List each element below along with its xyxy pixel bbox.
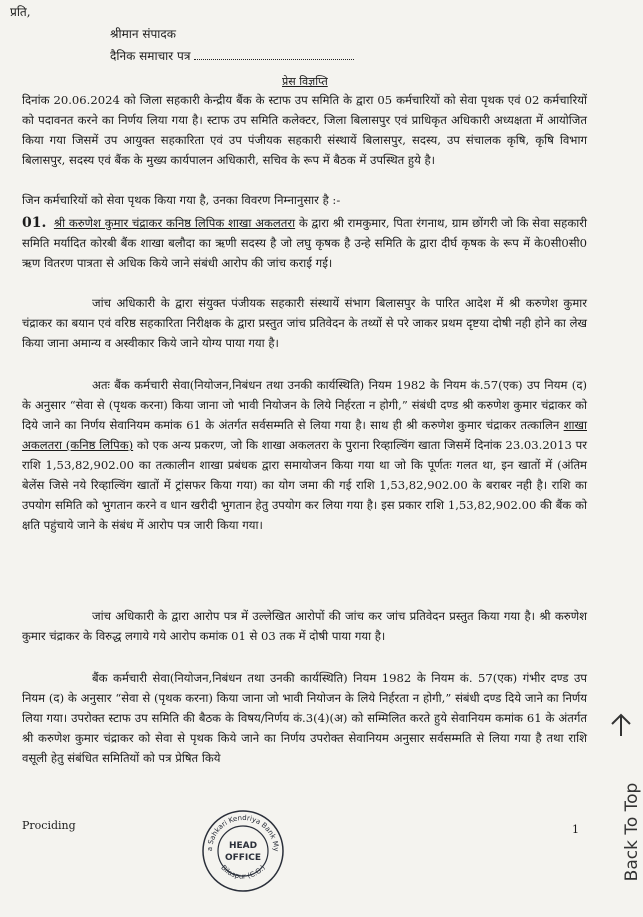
paragraph-inquiry: जांच अधिकारी के द्वारा संयुक्त पंजीयक सहकारी संस्थायें संभाग बिलासपुर के पारित आदेश में श्री करुणेश कुमार चंद्राकर का बयान एवं वरिष्ठ सहकारिता निरीक्षक के द्वारा प्रस्तुत जांच प्रतिवेदन के तथ्यों से परे जाकर प्रथम दृष्टया दोषी नही होने का लेख किया जाना अमान्य व अस्वीकार किये जाने योग्य पाया गया है। [22,296,587,350]
item-heading: श्री करुणेश कुमार चंद्राकर कनिष्ठ लिपिक शाखा अकलतरा [53,216,296,230]
newspaper-line [110,50,354,62]
page-number: 1 [572,823,579,836]
blank-dotted-line [194,51,354,60]
head-office-seal [200,808,286,894]
seal-bottom-text: Bilaspur (C.G.) [219,863,267,881]
item-01-paragraph [22,213,587,273]
newspaper-label: दैनिक समाचार पत्र [110,49,191,63]
paragraph-findings: जांच अधिकारी के द्वारा आरोप पत्र में उल्लेखित आरोपों की जांच कर जांच प्रतिवेदन प्रस्तुत किया गया है। श्री करुणेश कुमार चंद्राकर के विरुद्ध लगाये गये आरोप कमांक 01 से 03 तक में दोषी पाया गया है। [22,609,587,643]
seal-top-text: a Sahkari Kendriya Bank My [205,813,281,852]
back-to-top-button[interactable] [607,712,642,908]
svg-text:Bilaspur (C.G.) [219,864,267,881]
salutation-prati: प्रति, [10,5,31,19]
footer-label: Prociding [22,819,76,832]
intro-list-lead: जिन कर्मचारियों को सेवा पृथक किया गया है, उनका विवरण निम्नानुसार है :- [22,193,341,207]
seal-graphic [200,808,286,894]
seal-head-text: HEAD [228,841,258,851]
document-title: प्रेस विज्ञप्ति [282,75,328,88]
back-to-top-label: Back To Top [622,782,642,882]
decision-text-b: को एक अन्य प्रकरण, जो कि शाखा अकलतरा के पुराना रिव्हाल्विंग खाता जिसमें दिनांक 23.03.2013 पर राशि 1,53,82,902.00 का तत्कालीन शाखा प्रबंधक द्वारा समायोजन किया गया था जो कि पूर्णतः गलत था, इन खातों में (अंतिम बेलेंस जिसे नये रिव्हाल्विंग खातों में ट्रांसफर किया गया) का योग जमा की गई राशि 1,53,82,902.00 के बराबर नही है। राशि का उपयोग समिति को भुगतान करने व धान खरीदी भुगतान हेतु उपयोग कर लिया गया है। इस प्रकार राशि 1,53,82,902.00 की बैंक को क्षति पहुंचाये जाने के संबंध में आरोप पत्र जारी किया गया। [22,438,587,532]
paragraph-penalty: बैंक कर्मचारी सेवा(नियोजन,निबंधन तथा उनकी कार्यस्थिति) नियम 1982 के नियम कं. 57(एक) गंभीर दण्ड उप नियम (द) के अनुसार “सेवा से (पृथक करना) किया जाना जो भावी नियोजन के लिये निर्हरता न होगी,” संबंधी दण्ड दिये जाने का निर्णय लिया गया। उपरोक्त स्टाफ उप समिति की बैठक के विषय/निर्णय कं.3(4)(अ) को सम्मिलित करते हुये सेवानियम कमांक 61 के अंतर्गत श्री करुणेश कुमार चंद्राकर को सेवा से पृथक किये जाने का निर्णय उपरोक्त सेवानियम अनुसार सर्वसम्मति से लिया गया है तथा राशि वसूली हेतु संबंधित समितियों को पत्र प्रेषित किये [22,671,587,765]
arrow-up-icon [609,712,633,738]
decision-text-a: अतः बैंक कर्मचारी सेवा(नियोजन,निबंधन तथा उनकी कार्यस्थिति) नियम 1982 के नियम कं.57(एक) उप नियम (द) के अनुसार “सेवा से (पृथक करना) किया जाना जो भावी नियोजन के लिये निर्हरता न होगी,” संबंधी दण्ड श्री करुणेश कुमार चंद्राकर को दिये जाने का निर्णय सेवानियम कमांक 61 के अंतर्गत सर्वसम्मति से लिया गया है। साथ ही श्री करुणेश कुमार चंद्राकर तत्कालिन [22,378,587,432]
item-number: 01. [22,215,47,231]
seal-office-text: OFFICE [224,853,262,863]
decision-branch-underlined: शाखा अकलतरा (कनिष्ठ लिपिक) [22,418,587,452]
intro-paragraph: दिनांक 20.06.2024 को जिला सहकारी केन्द्रीय बैंक के स्टाफ उप समिति के द्वारा 05 कर्मचारियों को सेवा पृथक एवं 02 कर्मचारियों को पदावनत करने का निर्णय लिया गया है। स्टाफ उप समिति कलेक्टर, जिला बिलासपुर एवं प्राधिकृत अधिकारी अध्यक्षता में आयोजित किया गया जिसमें उप आयुक्त सहकारिता एवं उप पंजीयक सहकारी संस्थायें बिलासपुर, सदस्य, उप संचालक कृषि, कृषि विभाग बिलासपुर, सदस्य एवं बैंक के मुख्य कार्यपालन अधिकारी, सचिव के रूप में बैठक में उपस्थित हुये है। [22,93,587,167]
paragraph-decision [22,375,587,535]
recipient-line: श्रीमान संपादक [110,27,176,41]
item-text: के द्वारा श्री रामकुमार, पिता रंगनाथ, ग्राम छोंगरी जो कि सेवा सहकारी समिति मर्यादित कोरबी बैंक शाखा बलौदा का ऋणी सदस्य है जो लघु कृषक है उन्हे समिति के द्वारा दीर्घ कृषक के रूप में के0सी0सी0 ऋण वितरण पात्रता से अधिक किये जाने संबंधी आरोप की जांच कराई गई। [22,216,587,270]
